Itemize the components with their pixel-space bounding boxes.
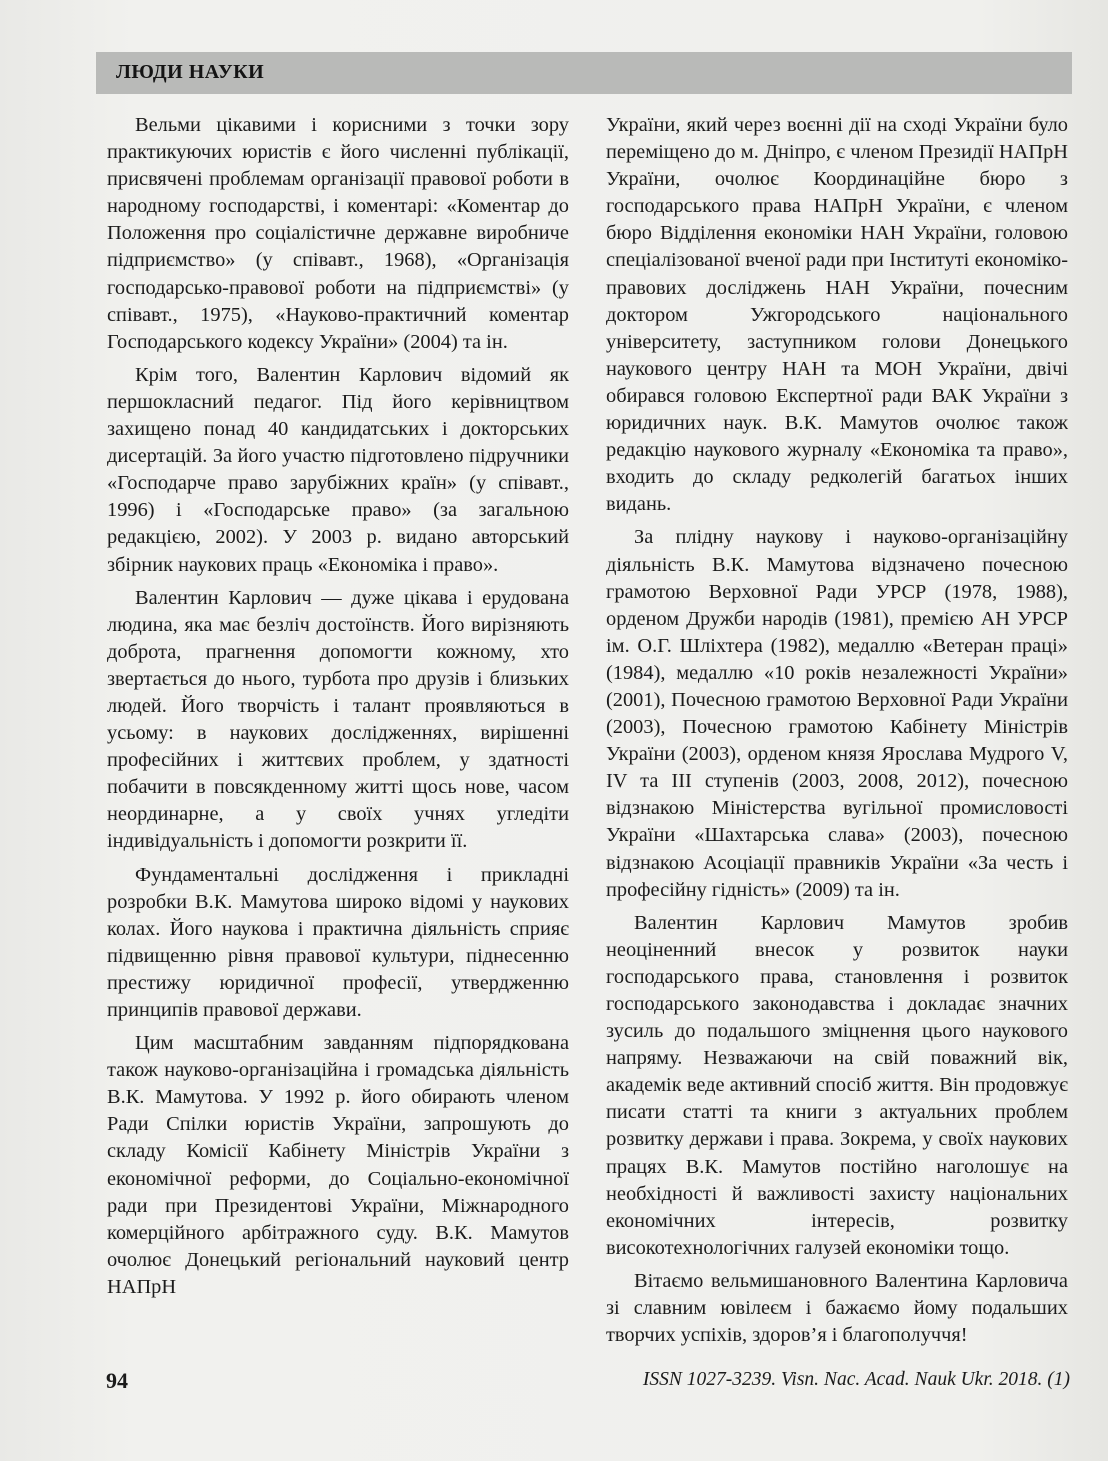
left-column	[107, 112, 569, 1301]
paragraph: За плідну наукову і науково-організаційну діяльність В.К. Мамутова відзначено почесною грамотою Верховної Ради УРСР (1978, 1988), орденом Дружби народів (1981), премією АН УРСР ім. О.Г. Шліхтера (1982), медаллю «Ветеран праці» (1984), медаллю «10 років незалежності України» (2001), Почесною грамотою Верховної Ради України (2003), Почесною грамотою Кабінету Міністрів України (2003), орденом князя Ярослава Мудрого V, IV та III ступенів (2003, 2008, 2012), почесною відзнакою Міністерства вугільної промисловості України «Шахтарська слава» (2003), почесною відзнакою Асоціації правників України «За честь і професійну гідність» (2009) та ін.	[606, 526, 1068, 901]
journal-citation: ISSN 1027-3239. Visn. Nac. Acad. Nauk Ukr. 2018. (1)	[642, 1369, 1070, 1390]
paragraph: Фундаментальні дослідження і прикладні розробки В.К. Мамутова широко відомі у наукових колах. Його наукова і практична діяльність сприяє підвищенню рівня правової культури, піднесенню престижу юридичної професії, утвердженню принципів правової держави.	[107, 863, 569, 1021]
paragraph: Валентин Карлович Мамутов зробив неоціненний внесок у розвиток науки господарського права, становлення і розвиток господарського законодавства і докладає значних зусиль до подальшого зміцнення цього наукового напряму. Незважаючи на свій поважний вік, академік веде активний спосіб життя. Він продовжує писати статті та книги з актуальних проблем розвитку держави і права. Зокрема, у своїх наукових працях В.К. Мамутов постійно наголошує на необхідності й важливості захисту національних економічних інтересів, розвитку високотехнологічних галузей економіки тощо.	[606, 911, 1068, 1259]
paragraph: Валентин Карлович — дуже цікава і ерудована людина, яка має безліч достоїнств. Його вирізняють доброта, прагнення допомогти кожному, хто звертається до нього, турбота про друзів і близьких людей. Його творчість і талант проявляються в усьому: в наукових дослідженнях, вирішенні професійних і життєвих проблем, у здатності побачити в повсякденному житті щось нове, часом неординарне, а у своїх учнях угледіти індивідуальність і допомогти розкрити її.	[107, 586, 569, 853]
paragraph-continued: України, який через воєнні дії на сході України було переміщено до м. Дніпро, є членом Президії НАПрН України, очолює Координаційне бюро з господарського права НАПрН України, є членом бюро Відділення економіки НАН України, головою спеціалізованої вченої ради при Інституті економіко-правових досліджень НАН України, почесним доктором Ужгородського національного університету, заступником голови Донецького наукового центру НАН та МОН України, двічі обирався головою Експертної ради ВАК України з юридичних наук. В.К. Мамутов очолює також редакцію наукового журналу «Економіка та право», входить до складу редколегій багатьох інших видань.	[606, 114, 1068, 516]
page-number: 94	[106, 1368, 128, 1393]
section-title: ЛЮДИ НАУКИ	[116, 61, 265, 83]
paragraph: Вельми цікавими і корисними з точки зору практикуючих юристів є його численні публікації, присвячені проблемам організації правової роботи в народному господарстві, і коментарі: «Коментар до Положення про соціалістичне державне виробниче підприємство» (у співавт., 1968), «Організація господарсько-правової роботи на підприємстві» (у співавт., 1975), «Науково-практичний коментар Господарського кодексу України» (2004) та ін.	[107, 114, 569, 353]
paragraph: Вітаємо вельмишановного Валентина Карловича зі славним ювілеєм і бажаємо йому подальших творчих успіхів, здоров’я і благополуччя!	[606, 1269, 1068, 1347]
right-column	[606, 112, 1068, 1349]
paragraph: Крім того, Валентин Карлович відомий як першокласний педагог. Під його керівництвом захищено понад 40 кандидатських і докторських дисертацій. За його участю підготовлено підручники «Господарче право зарубіжних країн» (у співавт., 1996) і «Господарське право» (за загальною редакцією, 2002). У 2003 р. видано авторський збірник наукових праць «Економіка і право».	[107, 363, 569, 576]
paragraph: Цим масштабним завданням підпорядкована також науково-організаційна і громадська діяльність В.К. Мамутова. У 1992 р. його обирають членом Ради Спілки юристів України, запрошують до складу Комісії Кабінету Міністрів України з економічної реформи, до Соціально-економічної ради при Президентові України, Міжнародного комерційного арбітражного суду. В.К. Мамутов очолює Донецький регіональний науковий центр НАПрН	[107, 1032, 569, 1298]
